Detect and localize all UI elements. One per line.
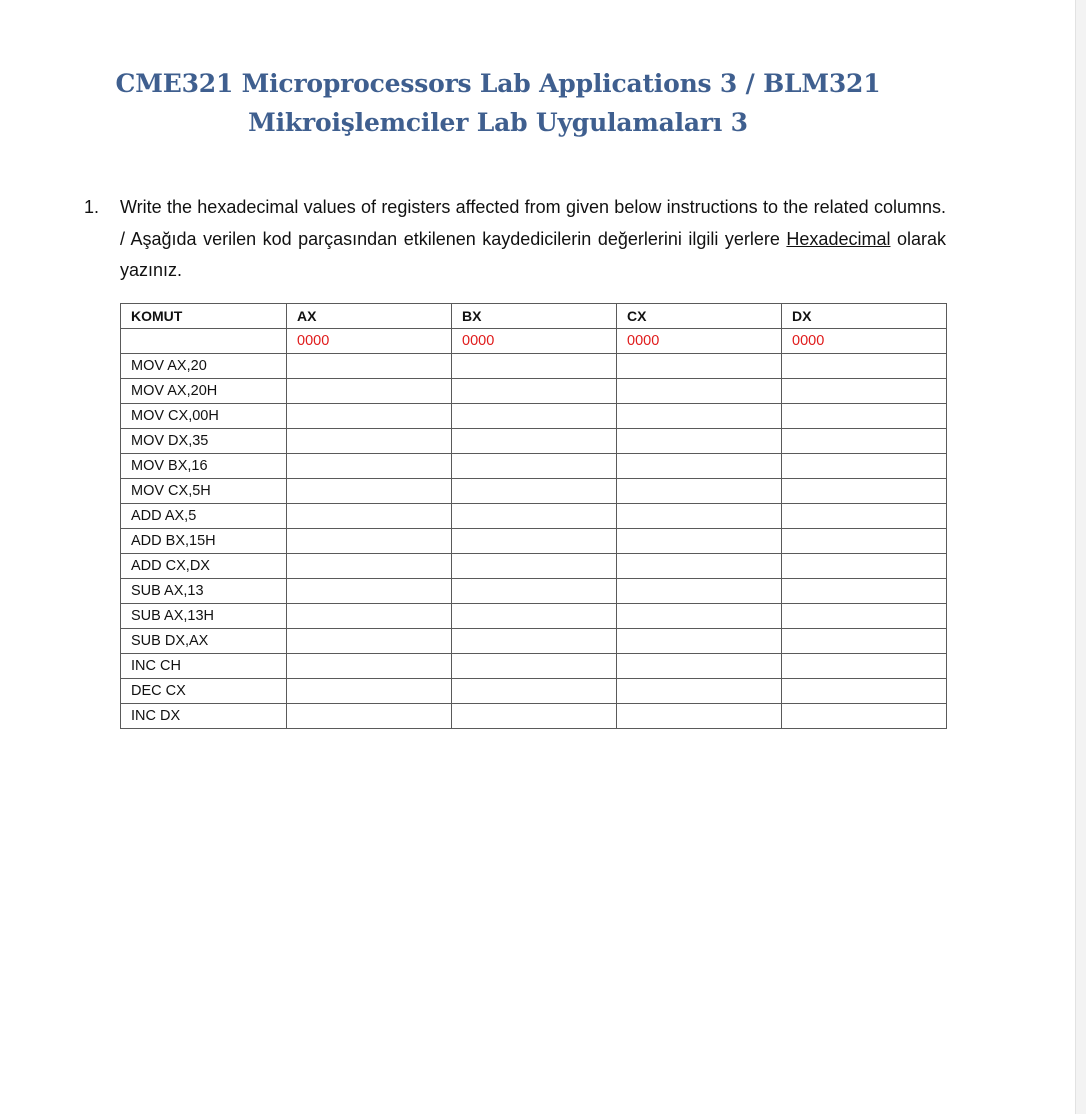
bx-answer-cell[interactable] <box>452 579 617 604</box>
dx-answer-cell[interactable] <box>782 504 947 529</box>
table-header-row <box>121 304 947 329</box>
header-dx: DX <box>782 304 947 329</box>
ax-answer-cell[interactable] <box>287 479 452 504</box>
register-table <box>120 303 947 729</box>
cx-answer-cell[interactable] <box>617 404 782 429</box>
cx-answer-cell[interactable] <box>617 579 782 604</box>
instruction-cell: MOV CX,5H <box>121 479 287 504</box>
instruction-cell: SUB AX,13 <box>121 579 287 604</box>
header-bx: BX <box>452 304 617 329</box>
instruction-cell: MOV AX,20H <box>121 379 287 404</box>
instruction-row <box>121 404 947 429</box>
dx-answer-cell[interactable] <box>782 629 947 654</box>
instruction-cell: INC CH <box>121 654 287 679</box>
bx-answer-cell[interactable] <box>452 704 617 729</box>
dx-answer-cell[interactable] <box>782 579 947 604</box>
instruction-cell: MOV CX,00H <box>121 404 287 429</box>
bx-answer-cell[interactable] <box>452 529 617 554</box>
dx-answer-cell[interactable] <box>782 704 947 729</box>
instruction-row <box>121 654 947 679</box>
instruction-cell: MOV DX,35 <box>121 429 287 454</box>
bx-answer-cell[interactable] <box>452 354 617 379</box>
instruction-cell: MOV AX,20 <box>121 354 287 379</box>
document-title-line-1: CME321 Microprocessors Lab Applications 3 / BLM321 <box>115 69 881 98</box>
header-cx: CX <box>617 304 782 329</box>
document-title-line-2: Mikroişlemciler Lab Uygulamaları 3 <box>248 108 748 137</box>
cx-answer-cell[interactable] <box>617 704 782 729</box>
page-edge <box>1075 0 1086 1114</box>
cx-answer-cell[interactable] <box>617 504 782 529</box>
ax-answer-cell[interactable] <box>287 704 452 729</box>
instruction-cell: ADD BX,15H <box>121 529 287 554</box>
bx-answer-cell[interactable] <box>452 679 617 704</box>
bx-answer-cell[interactable] <box>452 629 617 654</box>
instruction-row <box>121 479 947 504</box>
cx-answer-cell[interactable] <box>617 454 782 479</box>
cx-answer-cell[interactable] <box>617 629 782 654</box>
bx-answer-cell[interactable] <box>452 379 617 404</box>
ax-answer-cell[interactable] <box>287 604 452 629</box>
bx-answer-cell[interactable] <box>452 454 617 479</box>
cx-answer-cell[interactable] <box>617 429 782 454</box>
instruction-cell: SUB AX,13H <box>121 604 287 629</box>
instruction-cell: MOV BX,16 <box>121 454 287 479</box>
instruction-row <box>121 429 947 454</box>
ax-answer-cell[interactable] <box>287 504 452 529</box>
cx-answer-cell[interactable] <box>617 679 782 704</box>
dx-answer-cell[interactable] <box>782 529 947 554</box>
instruction-cell: SUB DX,AX <box>121 629 287 654</box>
instruction-row <box>121 704 947 729</box>
instruction-row <box>121 579 947 604</box>
bx-answer-cell[interactable] <box>452 604 617 629</box>
question-1 <box>84 192 946 287</box>
cx-answer-cell[interactable] <box>617 554 782 579</box>
ax-answer-cell[interactable] <box>287 404 452 429</box>
initial-dx-value: 0000 <box>782 329 947 354</box>
ax-answer-cell[interactable] <box>287 629 452 654</box>
ax-answer-cell[interactable] <box>287 429 452 454</box>
dx-answer-cell[interactable] <box>782 654 947 679</box>
ax-answer-cell[interactable] <box>287 579 452 604</box>
instruction-cell: ADD CX,DX <box>121 554 287 579</box>
bx-answer-cell[interactable] <box>452 479 617 504</box>
question-number: 1. <box>84 197 100 217</box>
instruction-row <box>121 629 947 654</box>
bx-answer-cell[interactable] <box>452 554 617 579</box>
ax-answer-cell[interactable] <box>287 354 452 379</box>
dx-answer-cell[interactable] <box>782 554 947 579</box>
dx-answer-cell[interactable] <box>782 379 947 404</box>
bx-answer-cell[interactable] <box>452 429 617 454</box>
initial-cx-value: 0000 <box>617 329 782 354</box>
initial-values-row <box>121 329 947 354</box>
header-komut: KOMUT <box>121 304 287 329</box>
instruction-cell: INC DX <box>121 704 287 729</box>
bx-answer-cell[interactable] <box>452 654 617 679</box>
instruction-row <box>121 604 947 629</box>
bx-answer-cell[interactable] <box>452 504 617 529</box>
instruction-cell: ADD AX,5 <box>121 504 287 529</box>
instruction-row <box>121 504 947 529</box>
ax-answer-cell[interactable] <box>287 679 452 704</box>
ax-answer-cell[interactable] <box>287 654 452 679</box>
cx-answer-cell[interactable] <box>617 529 782 554</box>
dx-answer-cell[interactable] <box>782 604 947 629</box>
dx-answer-cell[interactable] <box>782 354 947 379</box>
instruction-row <box>121 679 947 704</box>
cx-answer-cell[interactable] <box>617 654 782 679</box>
question-text-part-2: olarak yazınız. <box>120 228 946 280</box>
cx-answer-cell[interactable] <box>617 379 782 404</box>
dx-answer-cell[interactable] <box>782 454 947 479</box>
ax-answer-cell[interactable] <box>287 529 452 554</box>
question-text <box>120 192 946 287</box>
ax-answer-cell[interactable] <box>287 454 452 479</box>
dx-answer-cell[interactable] <box>782 404 947 429</box>
instruction-row <box>121 454 947 479</box>
cx-answer-cell[interactable] <box>617 354 782 379</box>
instruction-row <box>121 529 947 554</box>
cx-answer-cell[interactable] <box>617 604 782 629</box>
question-underlined-word: Hexadecimal <box>786 228 891 249</box>
header-ax: AX <box>287 304 452 329</box>
dx-answer-cell[interactable] <box>782 429 947 454</box>
dx-answer-cell[interactable] <box>782 479 947 504</box>
initial-komut-cell <box>121 329 287 354</box>
question-text-part-1: Write the hexadecimal values of registers affected from given below instructions to the related columns. / Aşağıda verilen kod parçasından etkilenen kaydedicilerin değerlerini ilgili yerlere <box>120 197 946 249</box>
instruction-cell: DEC CX <box>121 679 287 704</box>
instruction-row <box>121 354 947 379</box>
bx-answer-cell[interactable] <box>452 404 617 429</box>
dx-answer-cell[interactable] <box>782 679 947 704</box>
instruction-row <box>121 554 947 579</box>
instruction-row <box>121 379 947 404</box>
cx-answer-cell[interactable] <box>617 479 782 504</box>
initial-bx-value: 0000 <box>452 329 617 354</box>
ax-answer-cell[interactable] <box>287 554 452 579</box>
ax-answer-cell[interactable] <box>287 379 452 404</box>
initial-ax-value: 0000 <box>287 329 452 354</box>
